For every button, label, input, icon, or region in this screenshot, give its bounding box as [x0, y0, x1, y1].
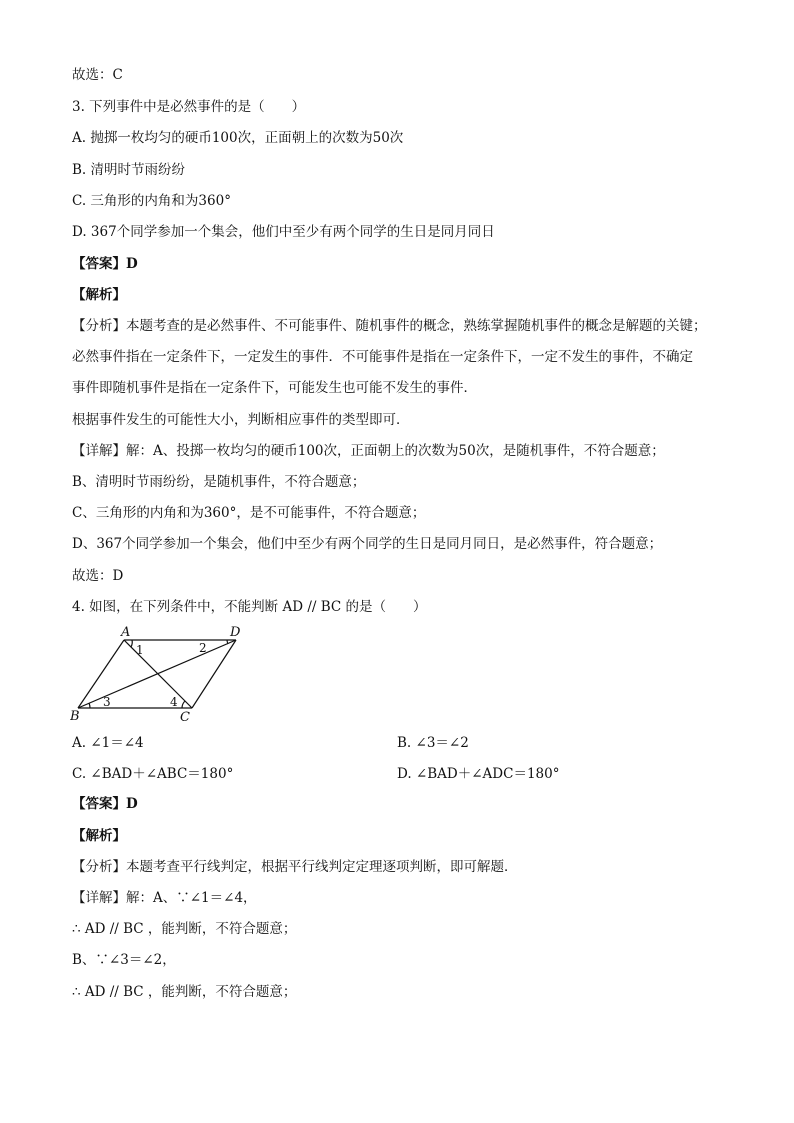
angle-arc-3	[89, 703, 90, 708]
question-4-option-a: A. ∠1＝∠4	[72, 735, 144, 751]
parallelogram-figure	[70, 622, 260, 726]
angle-arc-1	[131, 640, 132, 647]
angle-label-1: 1	[136, 643, 144, 657]
analysis-heading: 【解析】	[72, 828, 126, 844]
question-3-option-a: A. 抛掷一枚均匀的硬币100次，正面朝上的次数为50次	[72, 130, 404, 146]
text-line: 【分析】本题考查的是必然事件、不可能事件、随机事件的概念，熟练掌握随机事件的概念是解题的关键；	[72, 318, 707, 334]
text-line: 【分析】本题考查平行线判定，根据平行线判定定理逐项判断，即可解题．	[72, 859, 518, 875]
question-4-option-b: B. ∠3＝∠2	[397, 735, 469, 751]
vertex-label-d: D	[230, 625, 241, 640]
vertex-label-b: B	[70, 709, 80, 724]
text-line: 事件即随机事件是指在一定条件下，可能发生也可能不发生的事件．	[72, 380, 477, 396]
angle-label-3: 3	[103, 695, 111, 709]
question-4-option-c: C. ∠BAD＋∠ABC＝180°	[72, 766, 234, 782]
text-line: C、三角形的内角和为360°，是不可能事件，不符合题意；	[72, 505, 426, 521]
text-line: 故选：C	[72, 67, 123, 83]
text-line: ∴ AD // BC ，能判断，不符合题意；	[72, 921, 297, 937]
text-line: 根据事件发生的可能性大小，判断相应事件的类型即可．	[72, 412, 410, 428]
text-line: ∴ AD // BC ，能判断，不符合题意；	[72, 984, 297, 1000]
text-line: 故选：D	[72, 568, 124, 584]
angle-arc-4	[182, 701, 185, 708]
question-4-stem: 4. 如图，在下列条件中，不能判断 AD // BC 的是（ ）	[72, 599, 427, 615]
vertex-label-a: A	[121, 625, 131, 640]
text-line: D、367个同学参加一个集会，他们中至少有两个同学的生日是同月同日，是必然事件，符合题意；	[72, 536, 663, 552]
text-line: B、清明时节雨纷纷，是随机事件，不符合题意；	[72, 474, 366, 490]
question-3-option-d: D. 367个同学参加一个集会，他们中至少有两个同学的生日是同月同日	[72, 224, 495, 240]
answer-label: 【答案】D	[72, 796, 138, 812]
vertex-label-c: C	[180, 710, 190, 725]
text-line: 【详解】解：A、投掷一枚均匀的硬币100次，正面朝上的次数为50次，是随机事件，不符合题意；	[72, 443, 665, 459]
analysis-heading: 【解析】	[72, 287, 126, 303]
answer-label: 【答案】D	[72, 256, 138, 272]
text-line: 必然事件指在一定条件下，一定发生的事件．不可能事件是指在一定条件下，一定不发生的事件，不确定	[72, 349, 693, 365]
angle-label-4: 4	[170, 695, 178, 709]
angle-label-2: 2	[199, 641, 207, 655]
question-3-option-c: C. 三角形的内角和为360°	[72, 193, 231, 209]
question-4-option-d: D. ∠BAD＋∠ADC＝180°	[397, 766, 560, 782]
question-3-option-b: B. 清明时节雨纷纷	[72, 162, 186, 178]
text-line: 【详解】解：A、∵∠1＝∠4，	[72, 890, 257, 906]
question-3-stem: 3. 下列事件中是必然事件的是（ ）	[72, 99, 306, 115]
text-line: B、∵∠3＝∠2，	[72, 952, 176, 968]
